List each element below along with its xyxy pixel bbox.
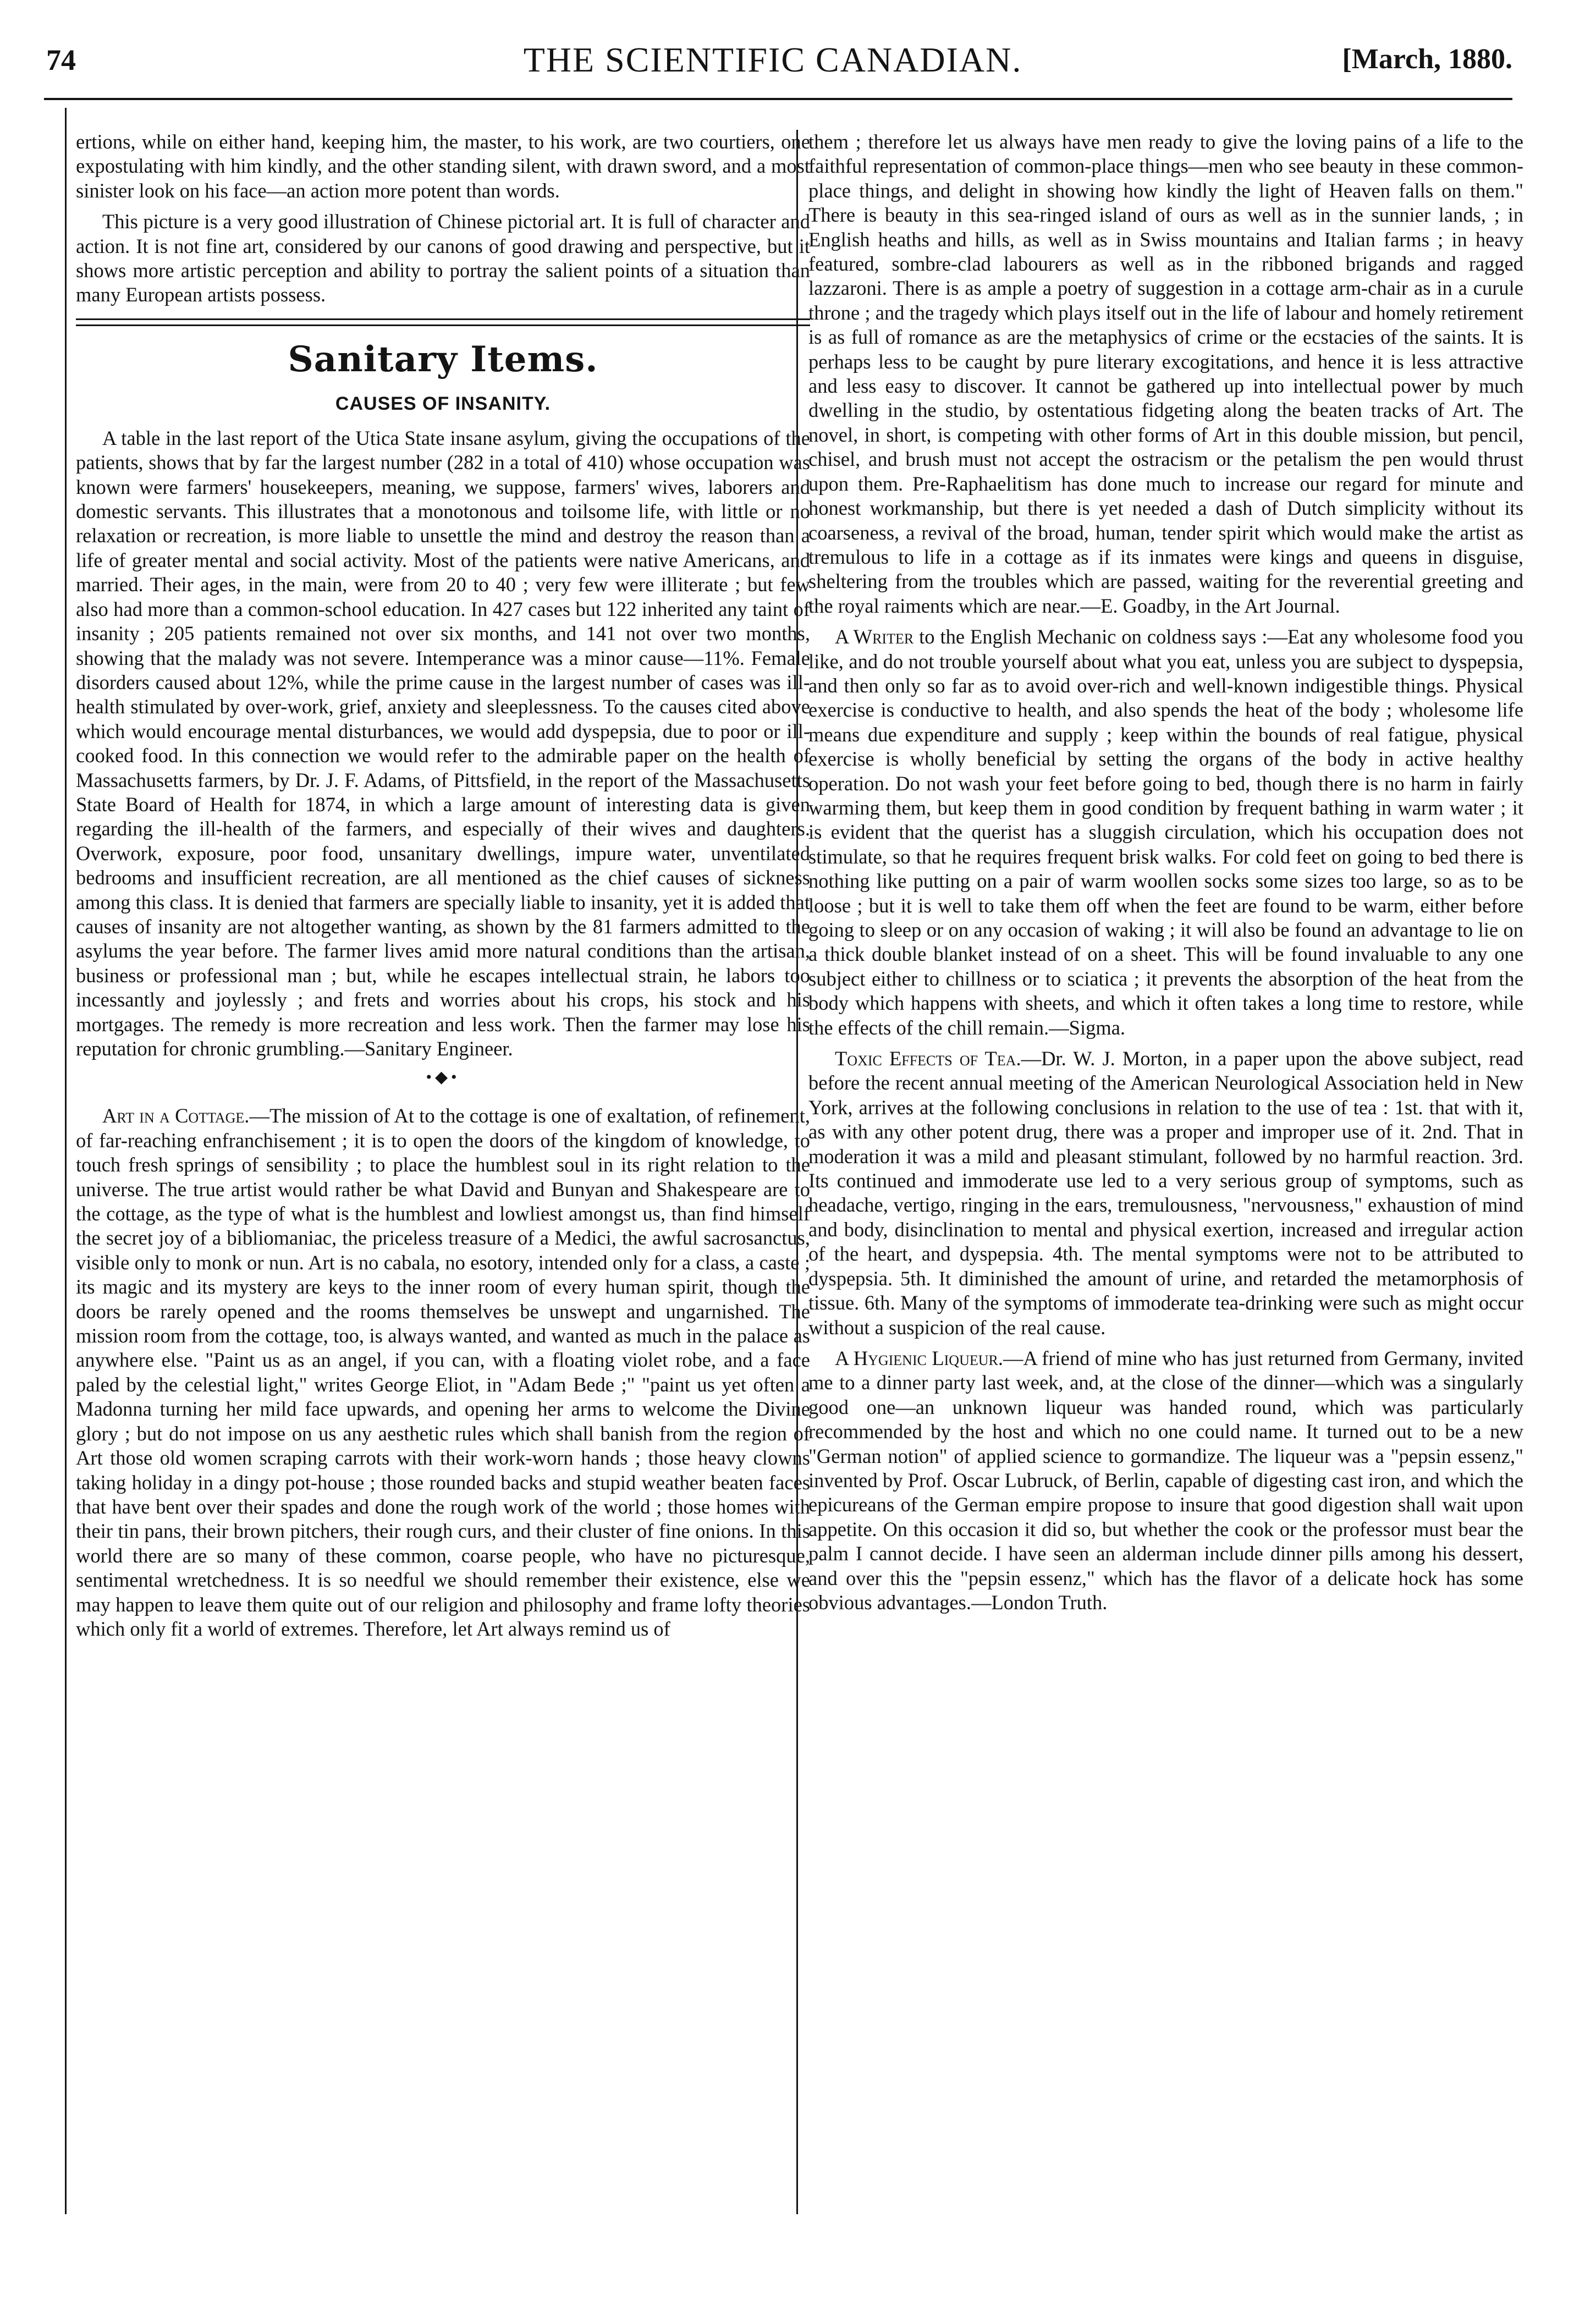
- header-rule: [44, 98, 1512, 100]
- section-rule: [76, 318, 810, 326]
- section-title: Sanitary Items.: [288, 338, 598, 380]
- issue-date: [March, 1880.: [1342, 43, 1512, 75]
- left-column: [76, 130, 810, 1648]
- liqueur-heading: A Hygienic Liqueur.: [835, 1346, 1003, 1369]
- coldness-paragraph: [808, 625, 1523, 1040]
- art-cottage-text: —The mission of At to the cottage is one of exaltation, of refinement, of far-reaching enfranchisement ; it is to open the doors of the kingdom of knowledge, to touch fresh springs of sensibility ; to place the humblest soul in its right relation to the universe. The true artist would rather be what David and Bunyan and Shakespeare are to the cottage, as the type of what is the humblest and lowliest amongst us, than find himself the secret joy of a bibliomaniac, the priceless treasure of a Medici, the awful sacrosanctus, visible only to monk or nun. Art is no cabala, no esotory, intended only for a class, a caste ; its magic and its mystery are keys to the inner room of every human spirit, though the doors be rarely opened and the rooms themselves be unswept and ungarnished. The mission room from the cottage, too, is always wanted, and wanted as much in the palace as anywhere else. "Paint us as an angel, if you can, with a floating violet robe, and a face paled by the celestial light," writes George Eliot, in "Adam Bede ;" "paint us yet often a Madonna turning her mild face upwards, and opening her arms to welcome the Divine glory ; but do not impose on us any aesthetic rules which shall banish from the region of Art those old women scraping carrots with their work-worn hands ; those heavy clowns taking holiday in a dingy pot-house ; those rounded backs and stupid weather beaten faces that have bent over their spades and done the rough work of the world ; those homes with their tin pans, their brown pitchers, their rough curs, and their cluster of fine onions. In this world there are so many of these common, coarse people, who have no picturesque, sentimental wretchedness. It is so needful we should remember their existence, else we may happen to leave them quite out of our religion and philosophy and frame lofty theories which only fit a world of extremes. Therefore, let Art always remind us of: [76, 1104, 810, 1640]
- page-header: [33, 33, 1512, 91]
- insanity-heading: CAUSES OF INSANITY.: [335, 393, 551, 414]
- liqueur-paragraph: [808, 1346, 1523, 1615]
- art-cottage-heading: Art in a Cottage.: [102, 1104, 250, 1127]
- masthead-title: THE SCIENTIFIC CANADIAN.: [523, 40, 1022, 79]
- insanity-paragraph: A table in the last report of the Utica State insane asylum, giving the occupations of the patients, shows that by far the largest number (282 in a total of 410) whose occupation was known were farmers' housekeepers, meaning, we suppose, farmers' wives, laborers and domestic servants. This illustrates that a monotonous and toilsome life, with little or no relaxation or recreation, is more liable to unsettle the mind and destroy the reason than a life of greater mental and social activity. Most of the patients were native Americans, and married. Their ages, in the main, were from 20 to 40 ; very few were illiterate ; but few also had more than a common-school education. In 427 cases but 122 inherited any taint of insanity ; 205 patients remained not over six months, and 141 not over two months, showing that the malady was not severe. Intemperance was a minor cause—11%. Female disorders caused about 12%, while the prime cause in the largest number of cases was ill-health stimulated by over-work, grief, anxiety and sleeplessness. To the causes cited above which would encourage mental disturbances, we would add dyspepsia, due to poor or ill-cooked food. In this connection we would refer to the admirable paper on the health of Massachusetts farmers, by Dr. J. F. Adams, of Pittsfield, in the report of the Massachusetts State Board of Health for 1874, in which a large amount of interesting data is given regarding the ill-health of the farmers, and especially of their wives and daughters. Overwork, exposure, poor food, unsanitary dwellings, impure water, unventilated bedrooms and insufficient recreation, are all mentioned as the chief causes of sickness among this class. It is denied that farmers are specially liable to insanity, yet it is added that causes of insanity are not altogether wanting, as shown by the 81 farmers admitted to the asylums the year before. The farmer lives amid more natural conditions than the artisan, business or professional man ; but, while he escapes intellectual strain, he labors too incessantly and joylessly ; and frets and worries about his crops, his stock and his mortgages. The remedy is more recreation and less work. Then the farmer may lose his reputation for chronic grumbling.—Sanitary Engineer.: [76, 426, 810, 1060]
- coldness-heading: A Writer: [835, 625, 914, 648]
- ornament-divider: •◆•: [426, 1068, 460, 1087]
- left-border-rule: [65, 108, 67, 2214]
- chinese-art-paragraph-2: This picture is a very good illustration of Chinese pictorial art. It is full of character and action. It is not fine art, considered by our canons of good drawing and perspective, but it shows more artistic perception and ability to portray the salient points of a situation than many European artists possess.: [76, 210, 810, 306]
- art-cottage-paragraph: [76, 1104, 810, 1641]
- coldness-text: to the English Mechanic on coldness says :—Eat any wholesome food you like, and do not trouble yourself about what you eat, unless you are subject to dyspepsia, and then only so far as to avoid over-rich and well-known indigestible things. Physical exercise is conductive to health, and also spends the heat of the body ; wholesome life means due expenditure and supply ; keep within the bounds of real fatigue, physical exercise is wholly beneficial by setting the organs of the body in active healthy operation. Do not wash your feet before going to bed, though there is no harm in fairly warming them, but keep them in good condition by frequent bathing in warm water ; it is evident that the querist has a sluggish circulation, which his occupation does not stimulate, so that he requires frequent brisk walks. For cold feet on going to bed there is nothing like putting on a pair of warm woollen socks some sizes too large, so as to be loose ; but it is well to take them off when the feet are found to be warm, either before going to sleep or on any occasion of waking ; it will also be found an advantage to lie on a thick double blanket instead of on a sheet. This will be found invaluable to any one subject either to chillness or to sciatica ; it prevents the absorption of the heat from the body which happens with sheets, and which it often takes a long time to restore, while the effects of the chill remain.—Sigma.: [808, 625, 1523, 1039]
- tea-paragraph: [808, 1047, 1523, 1340]
- art-cottage-continued: them ; therefore let us always have men ready to give the loving pains of a life to the faithful representation of common-place things—men who see beauty in these common-place things, and delight in showing how kindly the light of Heaven falls on them." There is beauty in this sea-ringed island of ours as well as in the sunnier lands, ; in English heaths and hills, as well as in Swiss mountains and Italian farms ; in heavy featured, sombre-clad labourers as well as in the ribboned brigands and ragged lazzaroni. There is as ample a poetry of suggestion in a cottage arm-chair as in a curule throne ; and the tragedy which plays itself out in the life of labour and homely retirement is as full of romance as are the metaphysics of crime or the ecstacies of the saints. It is perhaps less to be caught by pure literary excogitations, and hence it is less attractive and less easy to discover. It cannot be gathered up into intellectual power by much dwelling in the studio, by ostentatious fidgeting along the beaten tracks of Art. The novel, in short, is competing with other forms of Art in this double mission, but pencil, chisel, and brush must not accept the ostracism or the petalism the pen would thrust upon them. Pre-Raphaelitism has done much to increase our regard for minute and honest workmanship, but there is yet needed a dash of Dutch simplicity without its coarseness, a revival of the broad, human, tender spirit which would make the artist as tremulous to life in a cottage as if its inmates were kings and queens in disguise, sheltering from the troubles which are passed, waiting for the reverential greeting and the royal raiments which are near.—E. Goadby, in the Art Journal.: [808, 130, 1523, 617]
- right-column: [808, 130, 1523, 1621]
- page-number: 74: [46, 43, 76, 76]
- chinese-art-paragraph-1: ertions, while on either hand, keeping him, the master, to his work, are two courtiers, one expostulating with him kindly, and the other standing silent, with drawn sword, and a most sinister look on his face—an action more potent than words.: [76, 130, 810, 202]
- tea-text: —Dr. W. J. Morton, in a paper upon the above subject, read before the recent annual meeting of the American Neurological Association held in New York, arrives at the following conclusions in relation to the use of tea : 1st. that with it, as with any other potent drug, there was a proper and improper use of it. 2nd. That in moderation it was a mild and pleasant stimulant, followed by no harmful reaction. 3rd. Its continued and immoderate use led to a very serious group of symptoms, such as headache, vertigo, ringing in the ears, tremulousness, "nervousness," exhaustion of mind and body, disinclination to mental and physical exertion, increased and irregular action of the heart, and dyspepsia. 4th. The mental symptoms were not to be attributed to dyspepsia. 5th. It diminished the amount of urine, and retarded the metamorphosis of tissue. 6th. Many of the symptoms of immoderate tea-drinking were such as might occur without a suspicion of the real cause.: [808, 1047, 1523, 1339]
- liqueur-text: —A friend of mine who has just returned from Germany, invited me to a dinner party last week, and, at the close of the dinner—which was a singularly good one—an unknown liqueur was handed round, which was particularly recommended by the host and which no one could name. It turned out to be a new "German notion" of applied science to gormandize. The liqueur was a "pepsin essenz," invented by Prof. Oscar Lubruck, of Berlin, capable of digesting cast iron, and which the epicureans of the German empire propose to insure that good digestion shall wait upon appetite. On this occasion it did so, but whether the cook or the professor must bear the palm I cannot decide. I have seen an alderman include dinner pills among his dessert, and over this the "pepsin essenz," which has the flavor of a delicate hock has some obvious advantages.—London Truth.: [808, 1346, 1523, 1614]
- tea-heading: Toxic Effects of Tea.: [835, 1047, 1021, 1070]
